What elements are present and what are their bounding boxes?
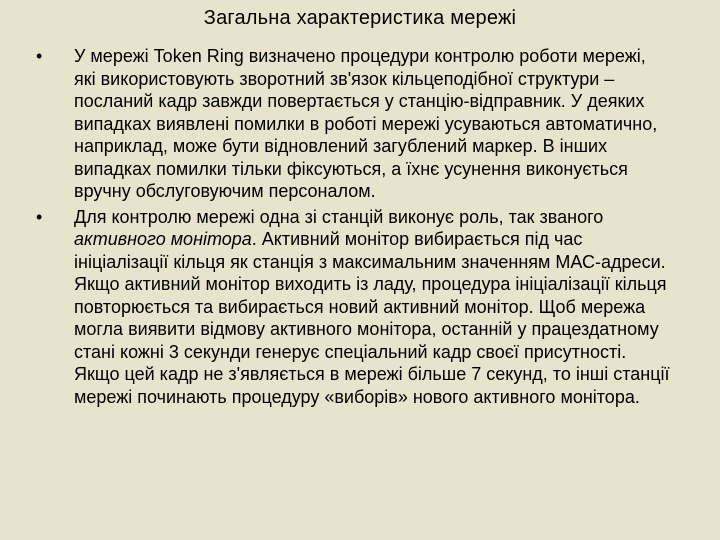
- bullet-text: У мережі Token Ring визначено процедури контролю роботи мережі, які використовують зворотний зв'язок кільцеподібної структури – посланий кадр завжди повертається у станцію-відправник. У деяких випадках виявлені помилки в роботі мережі усуваються автоматично, наприклад, може бути відновлений загублений маркер. В інших випадках помилки тільки фіксуються, а їхнє усунення виконується вручну обслуговуючим персоналом.: [74, 46, 658, 201]
- bullet-text-after: . Активний монітор вибирається під час ініціалізації кільця як станція з максимальним значенням МАС-адреси. Якщо активний монітор виходить із ладу, процедура ініціалізації кільця повторюється та вибирається новий активний монітор. Щоб мережа могла виявити відмову активного монітора, останній у працездатному стані кожні 3 секунди генерує спеціальний кадр своєї присутності. Якщо цей кадр не з'являється в мережі більше 7 секунд, то інші станції мережі починають процедуру «виборів» нового активного монітора.: [74, 229, 670, 407]
- bullet-list: [36, 45, 670, 411]
- bullet-dot-icon: •: [36, 46, 43, 66]
- bullet-item-token-ring-control: [36, 45, 670, 203]
- bullet-item-active-monitor: [36, 206, 670, 409]
- bullet-dot-icon: •: [36, 206, 43, 227]
- bullet-text-emphasis: активного монітора: [74, 229, 252, 249]
- bullet-text-before: Для контролю мережі одна зі станцій виконує роль, так званого: [74, 206, 604, 227]
- slide-title: Загальна характеристика мережі: [203, 7, 517, 29]
